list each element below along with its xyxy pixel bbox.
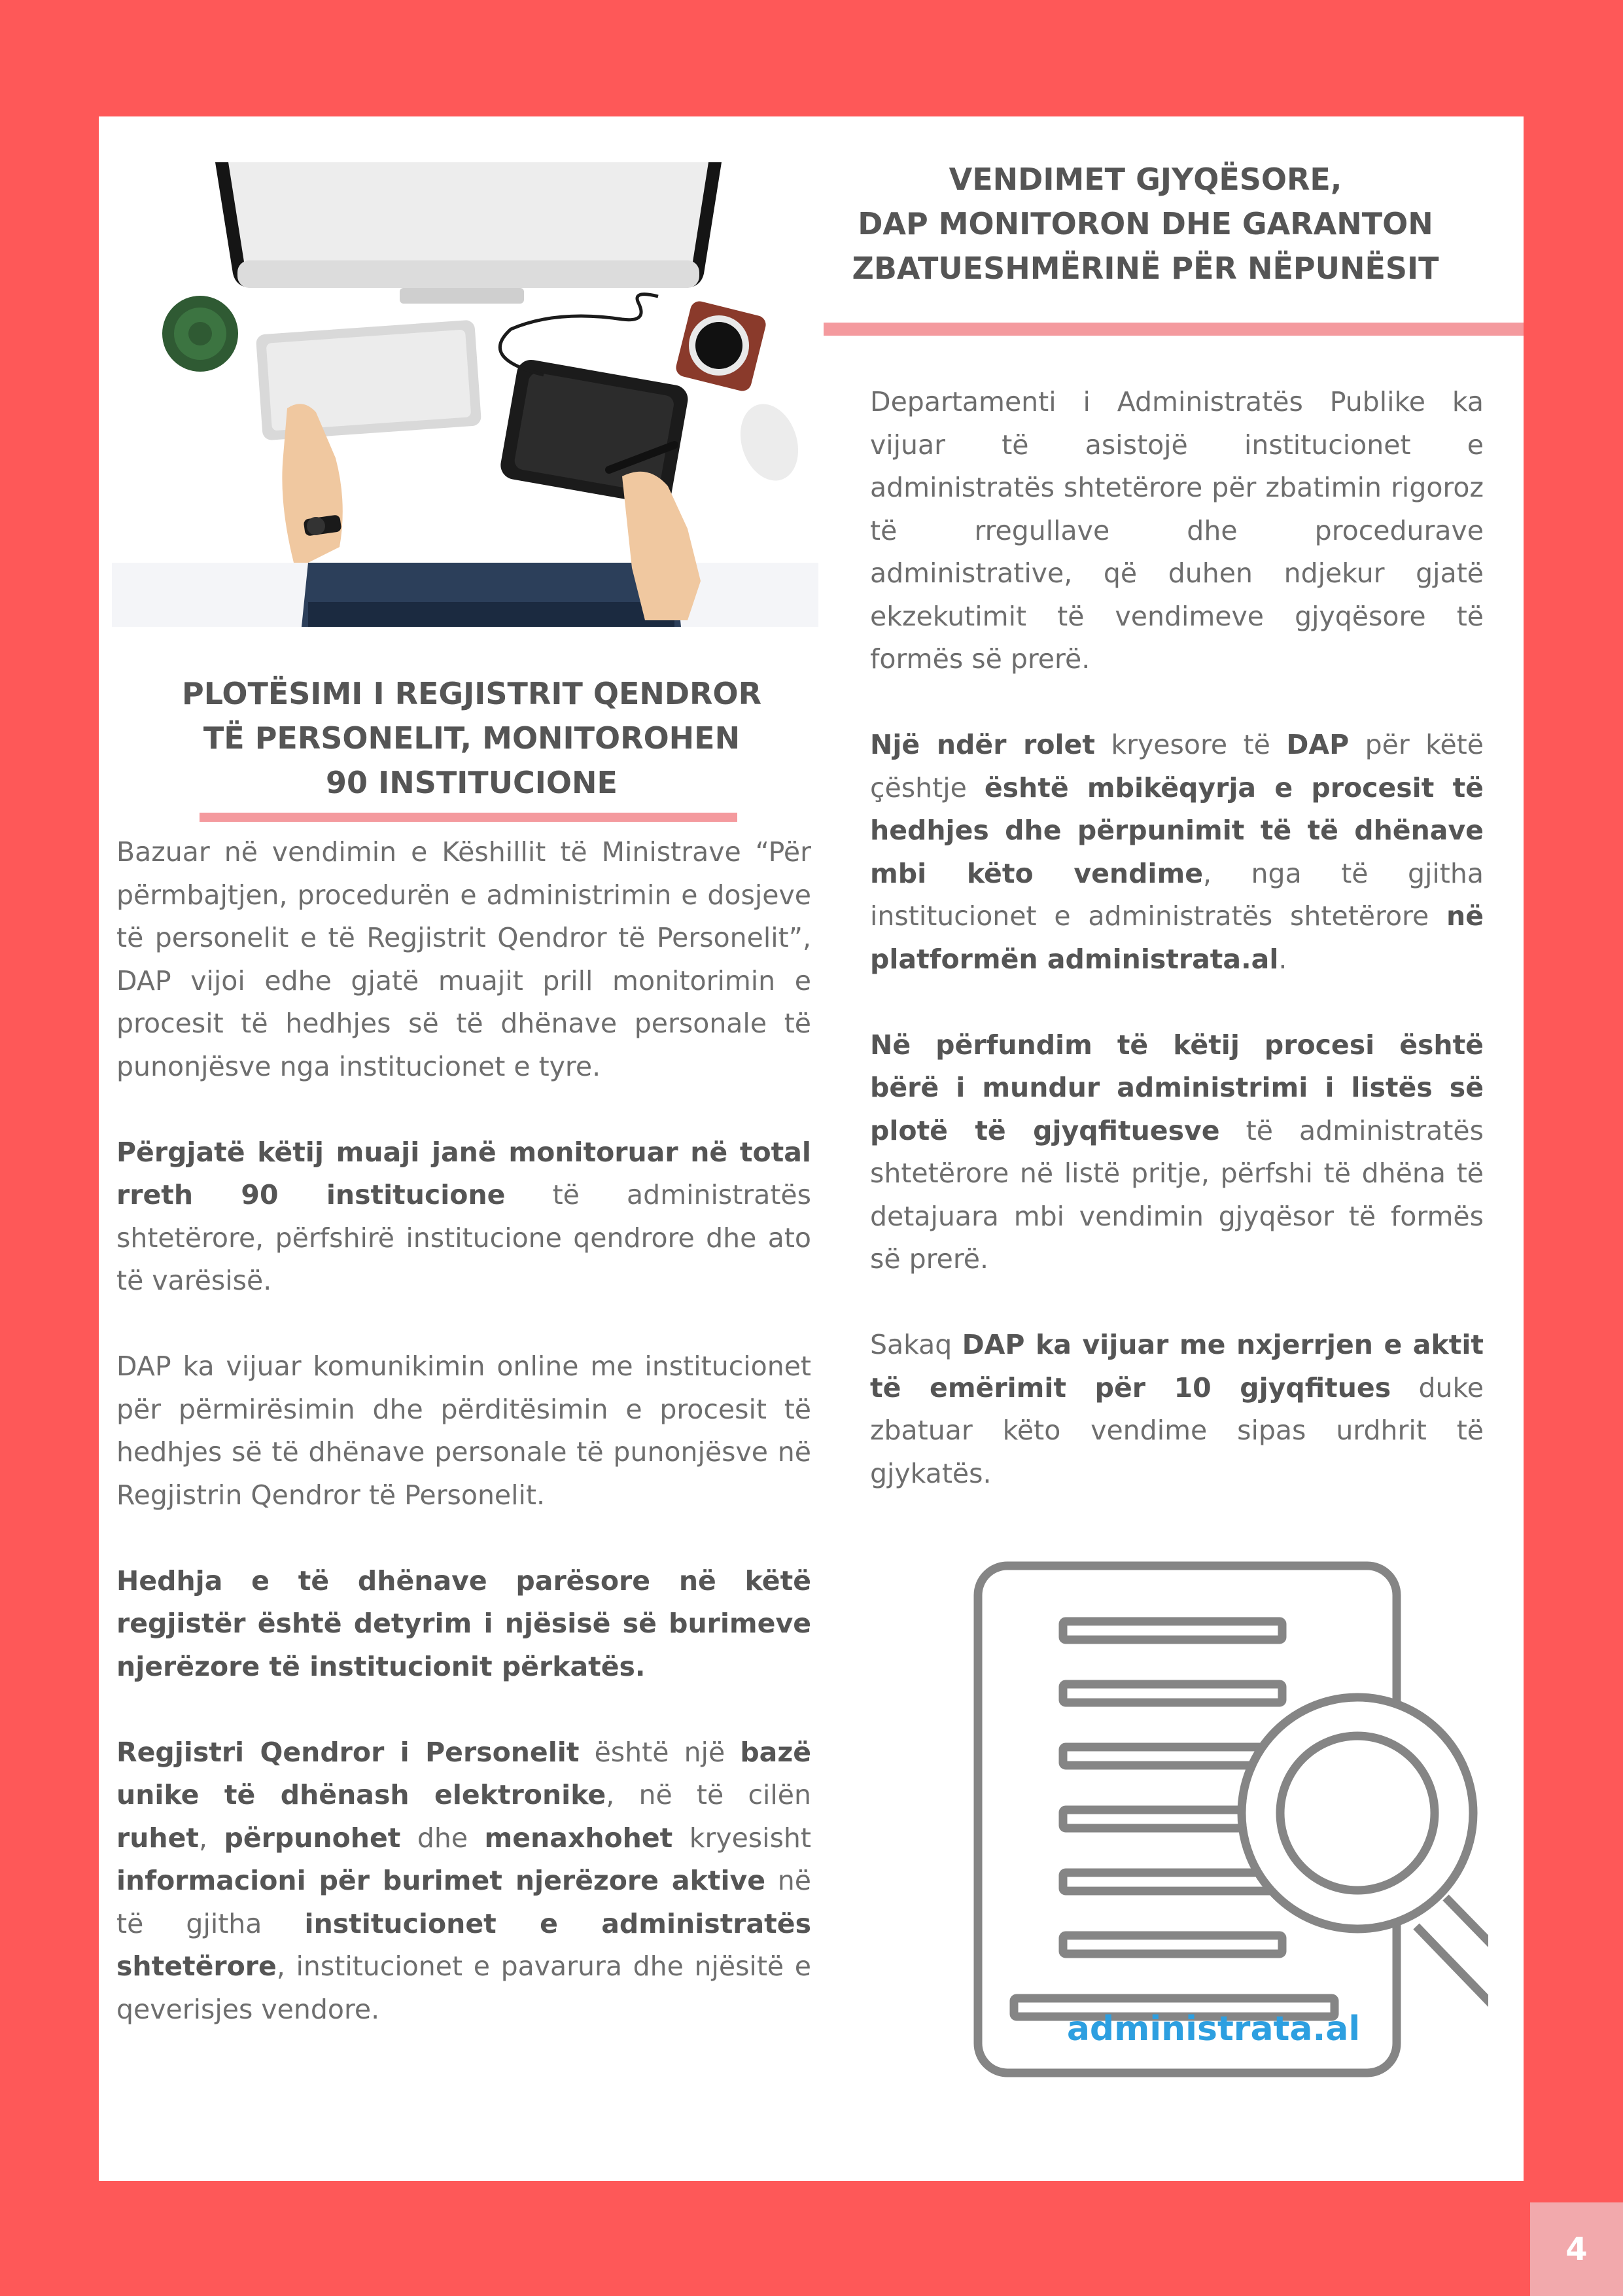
workspace-illustration [112,162,818,627]
paragraph: Një ndër rolet kryesore të DAP për këtë çështje është mbikëqyrja e procesit të hedhjes dhe përpunimit të të dhënave mbi këto vendime, nga të gjitha institucionet e administratës shtetërore në platformën administrata.al. [870,729,1484,975]
paragraph: Regjistri Qendror i Personelit është një bazë unike të dhënash elektronike, në të cilën ruhet, përpunohet dhe menaxhohet kryesisht informacioni për burimet njerëzore aktive në të gjitha institucionet e administratës shtetërore, institucionet e pavarura dhe njësitë e qeverisjes vendore. [116,1736,811,2025]
right-column-text [870,381,1484,1538]
page-content [99,116,1524,2181]
right-heading-underline [824,323,1524,336]
paragraph: Departamenti i Administratës Publike ka vijuar të asistojë institucionet e administratës shtetërore për zbatimin rigoroz të rregullave dhe procedurave administrative, që duhen ndjekur gjatë ekzekutimit të vendimeve gjyqësore të formës së prerë. [870,386,1484,675]
document-search-icon [965,1556,1488,2079]
paragraph: Në përfundim të këtij procesi është bërë i mundur administrimi i listës së plotë të gjyqfituesve të administratës shtetërore në listë pritje, përfshi të dhëna të detajuara mbi vendimin gjyqësor të formës së prerë. [870,1029,1484,1275]
paragraph: DAP ka vijuar komunikimin online me institucionet për përmirësimin dhe përditësimin e procesit të hedhjes së të dhënave personale të punonjësve në Regjistrin Qendror të Personelit. [116,1351,811,1511]
right-section-heading: VENDIMET GJYQËSORE, DAP MONITORON DHE GARANTON ZBATUESHMËRINË PËR NËPUNËSIT [852,162,1439,286]
paragraph: Bazuar në vendimin e Këshillit të Ministrave “Për përmbajtjen, procedurën e administrimin e dosjeve të personelit e të Regjistrit Qendror të Personelit”, DAP vijoi edhe gjatë muajit prill monitorimin e procesit të hedhjes së të dhënave personale të punonjësve nga institucionet e tyre. [116,836,811,1082]
left-column-text [116,831,811,2074]
paragraph: Sakaq DAP ka vijuar me nxjerrjen e aktit të emërimit për 10 gjyqfitues duke zbatuar këto vendime sipas urdhrit të gjykatës. [870,1329,1484,1489]
page-number: 4 [1530,2202,1623,2296]
paragraph: Përgjatë këtij muaji janë monitoruar në total rreth 90 institucione të administratës shtetërore, përfshirë institucione qendrore dhe ato të varësisë. [116,1136,811,1296]
left-heading-underline [200,813,737,822]
paragraph: Hedhja e të dhënave parësore në këtë regjistër është detyrim i njësisë së burimeve njerëzore të institucionit përkatës. [116,1564,811,1682]
administrata-link[interactable]: administrata.al [1066,2009,1361,2049]
left-section-heading: PLOTËSIMI I REGJISTRIT QENDROR TË PERSONELIT, MONITOROHEN 90 INSTITUCIONE [182,676,761,800]
